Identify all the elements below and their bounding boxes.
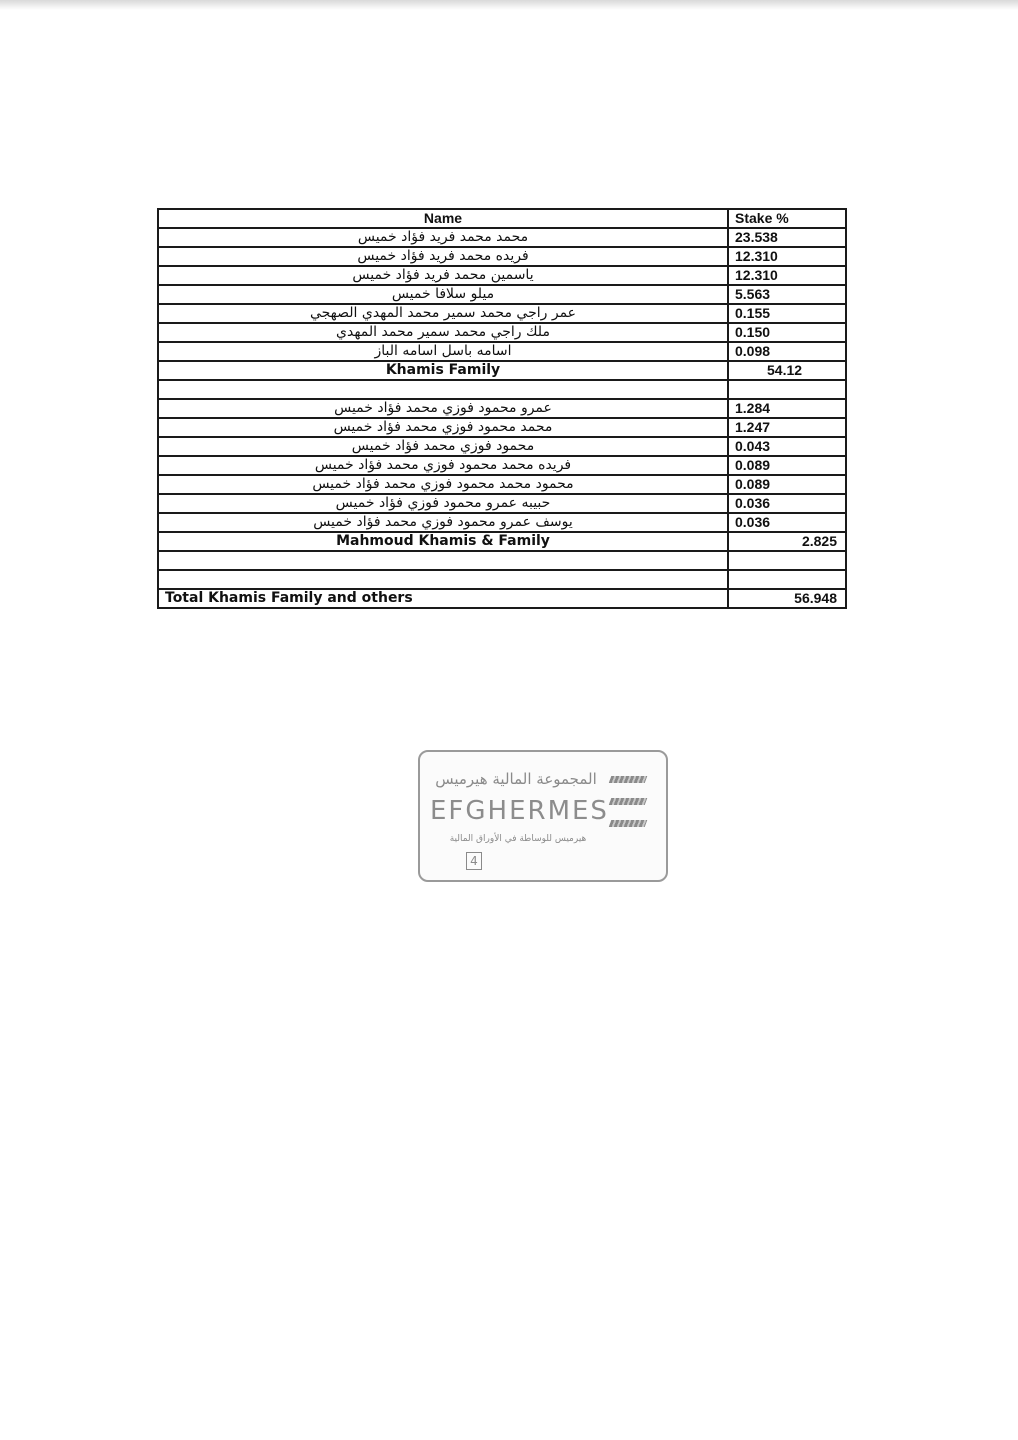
stake-value: 0.036 — [728, 494, 846, 513]
total-label: Total Khamis Family and others — [158, 589, 728, 608]
stamp-arabic-company-name: المجموعة المالية هيرميس — [435, 770, 597, 788]
empty-row — [158, 551, 846, 570]
stake-value: 0.089 — [728, 475, 846, 494]
stake-value: 0.155 — [728, 304, 846, 323]
table-row — [158, 418, 846, 437]
stamp-number: 4 — [466, 852, 482, 870]
subtotal-value: 2.825 — [728, 532, 846, 551]
shareholder-name: عمرو محمود فوزي محمد فؤاد خميس — [158, 399, 728, 418]
stake-value: 1.284 — [728, 399, 846, 418]
subtotal-label: Mahmoud Khamis & Family — [158, 532, 728, 551]
empty-cell — [728, 380, 846, 399]
table-row — [158, 304, 846, 323]
stake-value: 0.036 — [728, 513, 846, 532]
stake-value: 12.310 — [728, 266, 846, 285]
empty-row — [158, 570, 846, 589]
table-row — [158, 228, 846, 247]
empty-cell — [728, 570, 846, 589]
subtotal-value: 54.12 — [728, 361, 846, 380]
stake-value: 0.043 — [728, 437, 846, 456]
stamp-bar — [609, 820, 648, 827]
shareholder-name: حبيبه عمرو محمود فوزي فؤاد خميس — [158, 494, 728, 513]
shareholder-name: محمد محمد فريد فؤاد خميس — [158, 228, 728, 247]
table-row — [158, 266, 846, 285]
stake-column-header: Stake % — [728, 209, 846, 228]
table-row — [158, 342, 846, 361]
stake-value: 12.310 — [728, 247, 846, 266]
empty-row — [158, 380, 846, 399]
stake-value: 23.538 — [728, 228, 846, 247]
shareholder-name: محمد محمود فوزي محمد فؤاد خميس — [158, 418, 728, 437]
total-row — [158, 589, 846, 608]
shareholder-name: ياسمين محمد فريد فؤاد خميس — [158, 266, 728, 285]
empty-cell — [158, 570, 728, 589]
table-row — [158, 475, 846, 494]
table-row — [158, 456, 846, 475]
stamp-signature-bars — [610, 776, 646, 842]
subtotal-label: Khamis Family — [158, 361, 728, 380]
stake-value: 0.098 — [728, 342, 846, 361]
shareholder-name: عمر راجي محمد سمير محمد المهدي الصهجي — [158, 304, 728, 323]
table-row — [158, 399, 846, 418]
shareholder-name: فريده محمد محمود فوزي محمد فؤاد خميس — [158, 456, 728, 475]
stake-value: 0.089 — [728, 456, 846, 475]
table-header-row — [158, 209, 846, 228]
empty-cell — [728, 551, 846, 570]
table-row — [158, 285, 846, 304]
total-value: 56.948 — [728, 589, 846, 608]
table-row — [158, 247, 846, 266]
stake-value: 1.247 — [728, 418, 846, 437]
empty-cell — [158, 551, 728, 570]
shareholder-name: ميلو سلافا خميس — [158, 285, 728, 304]
shareholder-name: محمود فوزي محمد فؤاد خميس — [158, 437, 728, 456]
subtotal-row — [158, 532, 846, 551]
shareholder-name: ملك راجي محمد سمير محمد المهدي — [158, 323, 728, 342]
stamp-arabic-subtitle: هيرميس للوساطة في الأوراق المالية — [449, 834, 587, 844]
subtotal-row — [158, 361, 846, 380]
shareholder-name: اسامه باسل اسامه الباز — [158, 342, 728, 361]
stake-value: 0.150 — [728, 323, 846, 342]
stakes-table — [157, 208, 847, 609]
shareholder-name: يوسف عمرو محمود فوزي محمد فؤاد خميس — [158, 513, 728, 532]
stamp-logo-text: EFGHERMES — [430, 796, 609, 826]
stake-value: 5.563 — [728, 285, 846, 304]
shareholder-name: محمود محمد محمود فوزي محمد فؤاد خميس — [158, 475, 728, 494]
table-row — [158, 437, 846, 456]
shareholder-name: فريده محمد فريد فؤاد خميس — [158, 247, 728, 266]
stamp-bar — [609, 798, 648, 805]
empty-cell — [158, 380, 728, 399]
efg-hermes-stamp — [418, 750, 668, 882]
table-row — [158, 513, 846, 532]
table-row — [158, 323, 846, 342]
table-row — [158, 494, 846, 513]
name-column-header: Name — [158, 209, 728, 228]
stamp-bar — [609, 776, 648, 783]
